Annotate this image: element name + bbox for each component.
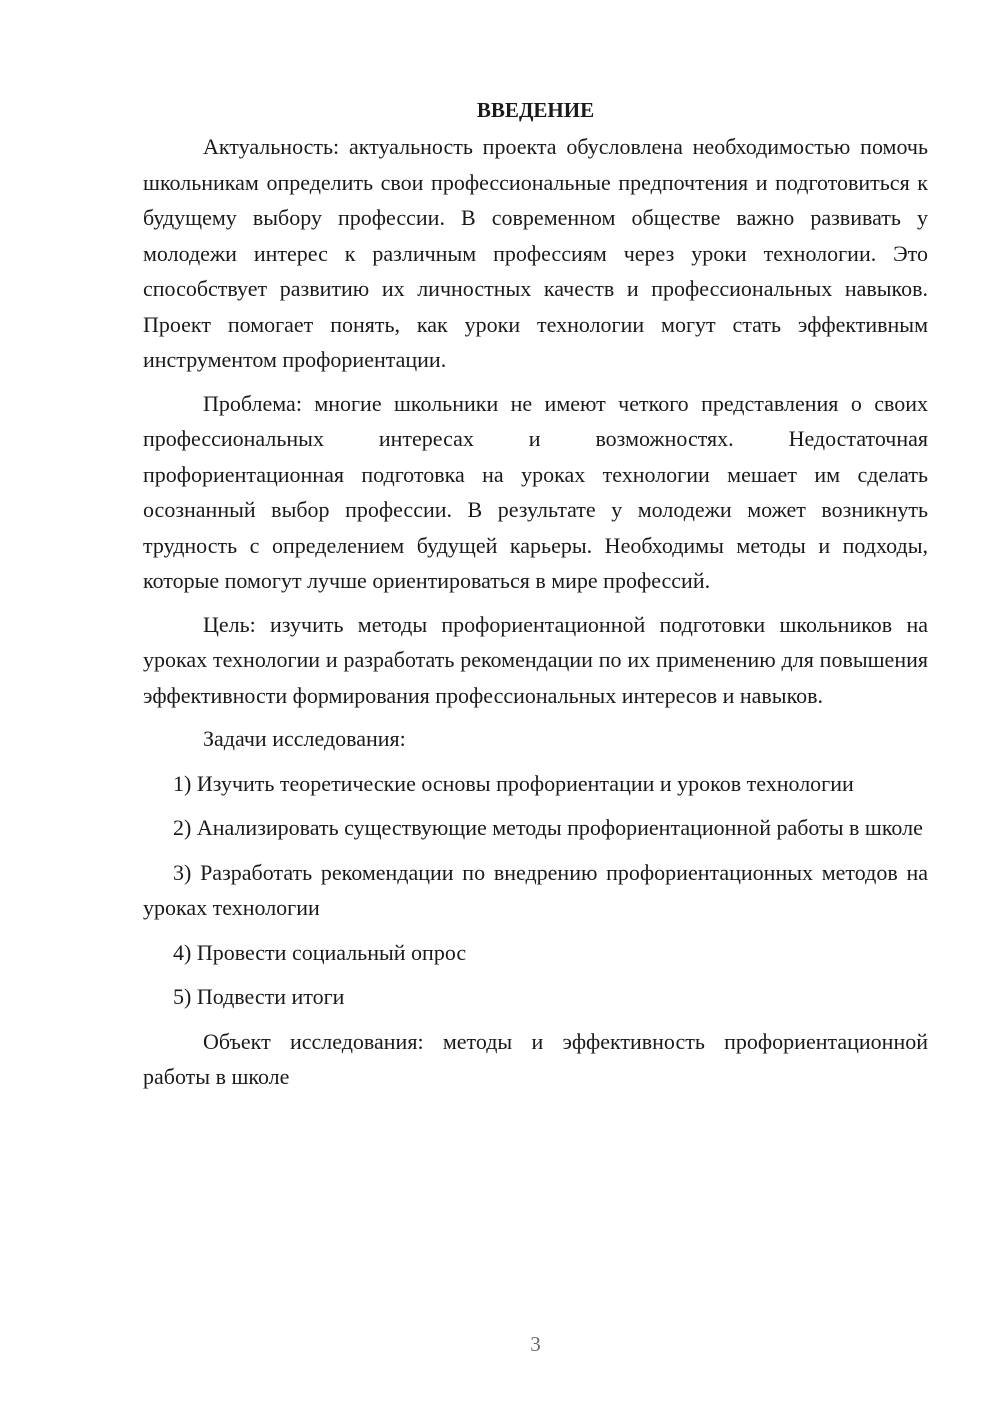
problem-paragraph: Проблема: многие школьники не имеют четкого представления о своих профессиональных интересах и возможностях. Недостаточная профориентационная подготовка на уроках технологии мешает им сделать осознанный выбор профессии. В результате у молодежи может возникнуть трудность с определением будущей карьеры. Необходимы методы и подходы, которые помогут лучше ориентироваться в мире профессий. — [143, 390, 928, 593]
task-item-2: 2) Анализировать существующие методы профориентационной работы в школе — [173, 815, 923, 840]
object-paragraph: Объект исследования: методы и эффективность профориентационной работы в школе — [143, 1028, 928, 1089]
task-item-5: 5) Подвести итоги — [173, 984, 345, 1009]
goal-paragraph: Цель: изучить методы профориентационной подготовки школьников на уроках технологии и разработать рекомендации по их применению для повышения эффективности формирования профессиональных интересов и навыков. — [143, 611, 928, 708]
tasks-heading: Задачи исследования: — [203, 726, 406, 751]
section-title: ВВЕДЕНИЕ — [476, 98, 595, 122]
page-number: 3 — [530, 1332, 541, 1356]
task-item-1: 1) Изучить теоретические основы профориентации и уроков технологии — [173, 770, 854, 796]
task-item-3: 3) Разработать рекомендации по внедрению профориентационных методов на уроках технологии — [143, 859, 928, 920]
task-item-4: 4) Провести социальный опрос — [173, 939, 467, 965]
relevance-paragraph: Актуальность: актуальность проекта обусловлена необходимостью помочь школьникам определить свои профессиональные предпочтения и подготовиться к будущему выбору профессии. В современном обществе важно развивать у молодежи интерес к различным профессиям через уроки технологии. Это способствует развитию их личностных качеств и профессиональных навыков. Проект помогает понять, как уроки технологии могут стать эффективным инструментом профориентации. — [143, 134, 928, 372]
page-content — [143, 93, 928, 1103]
